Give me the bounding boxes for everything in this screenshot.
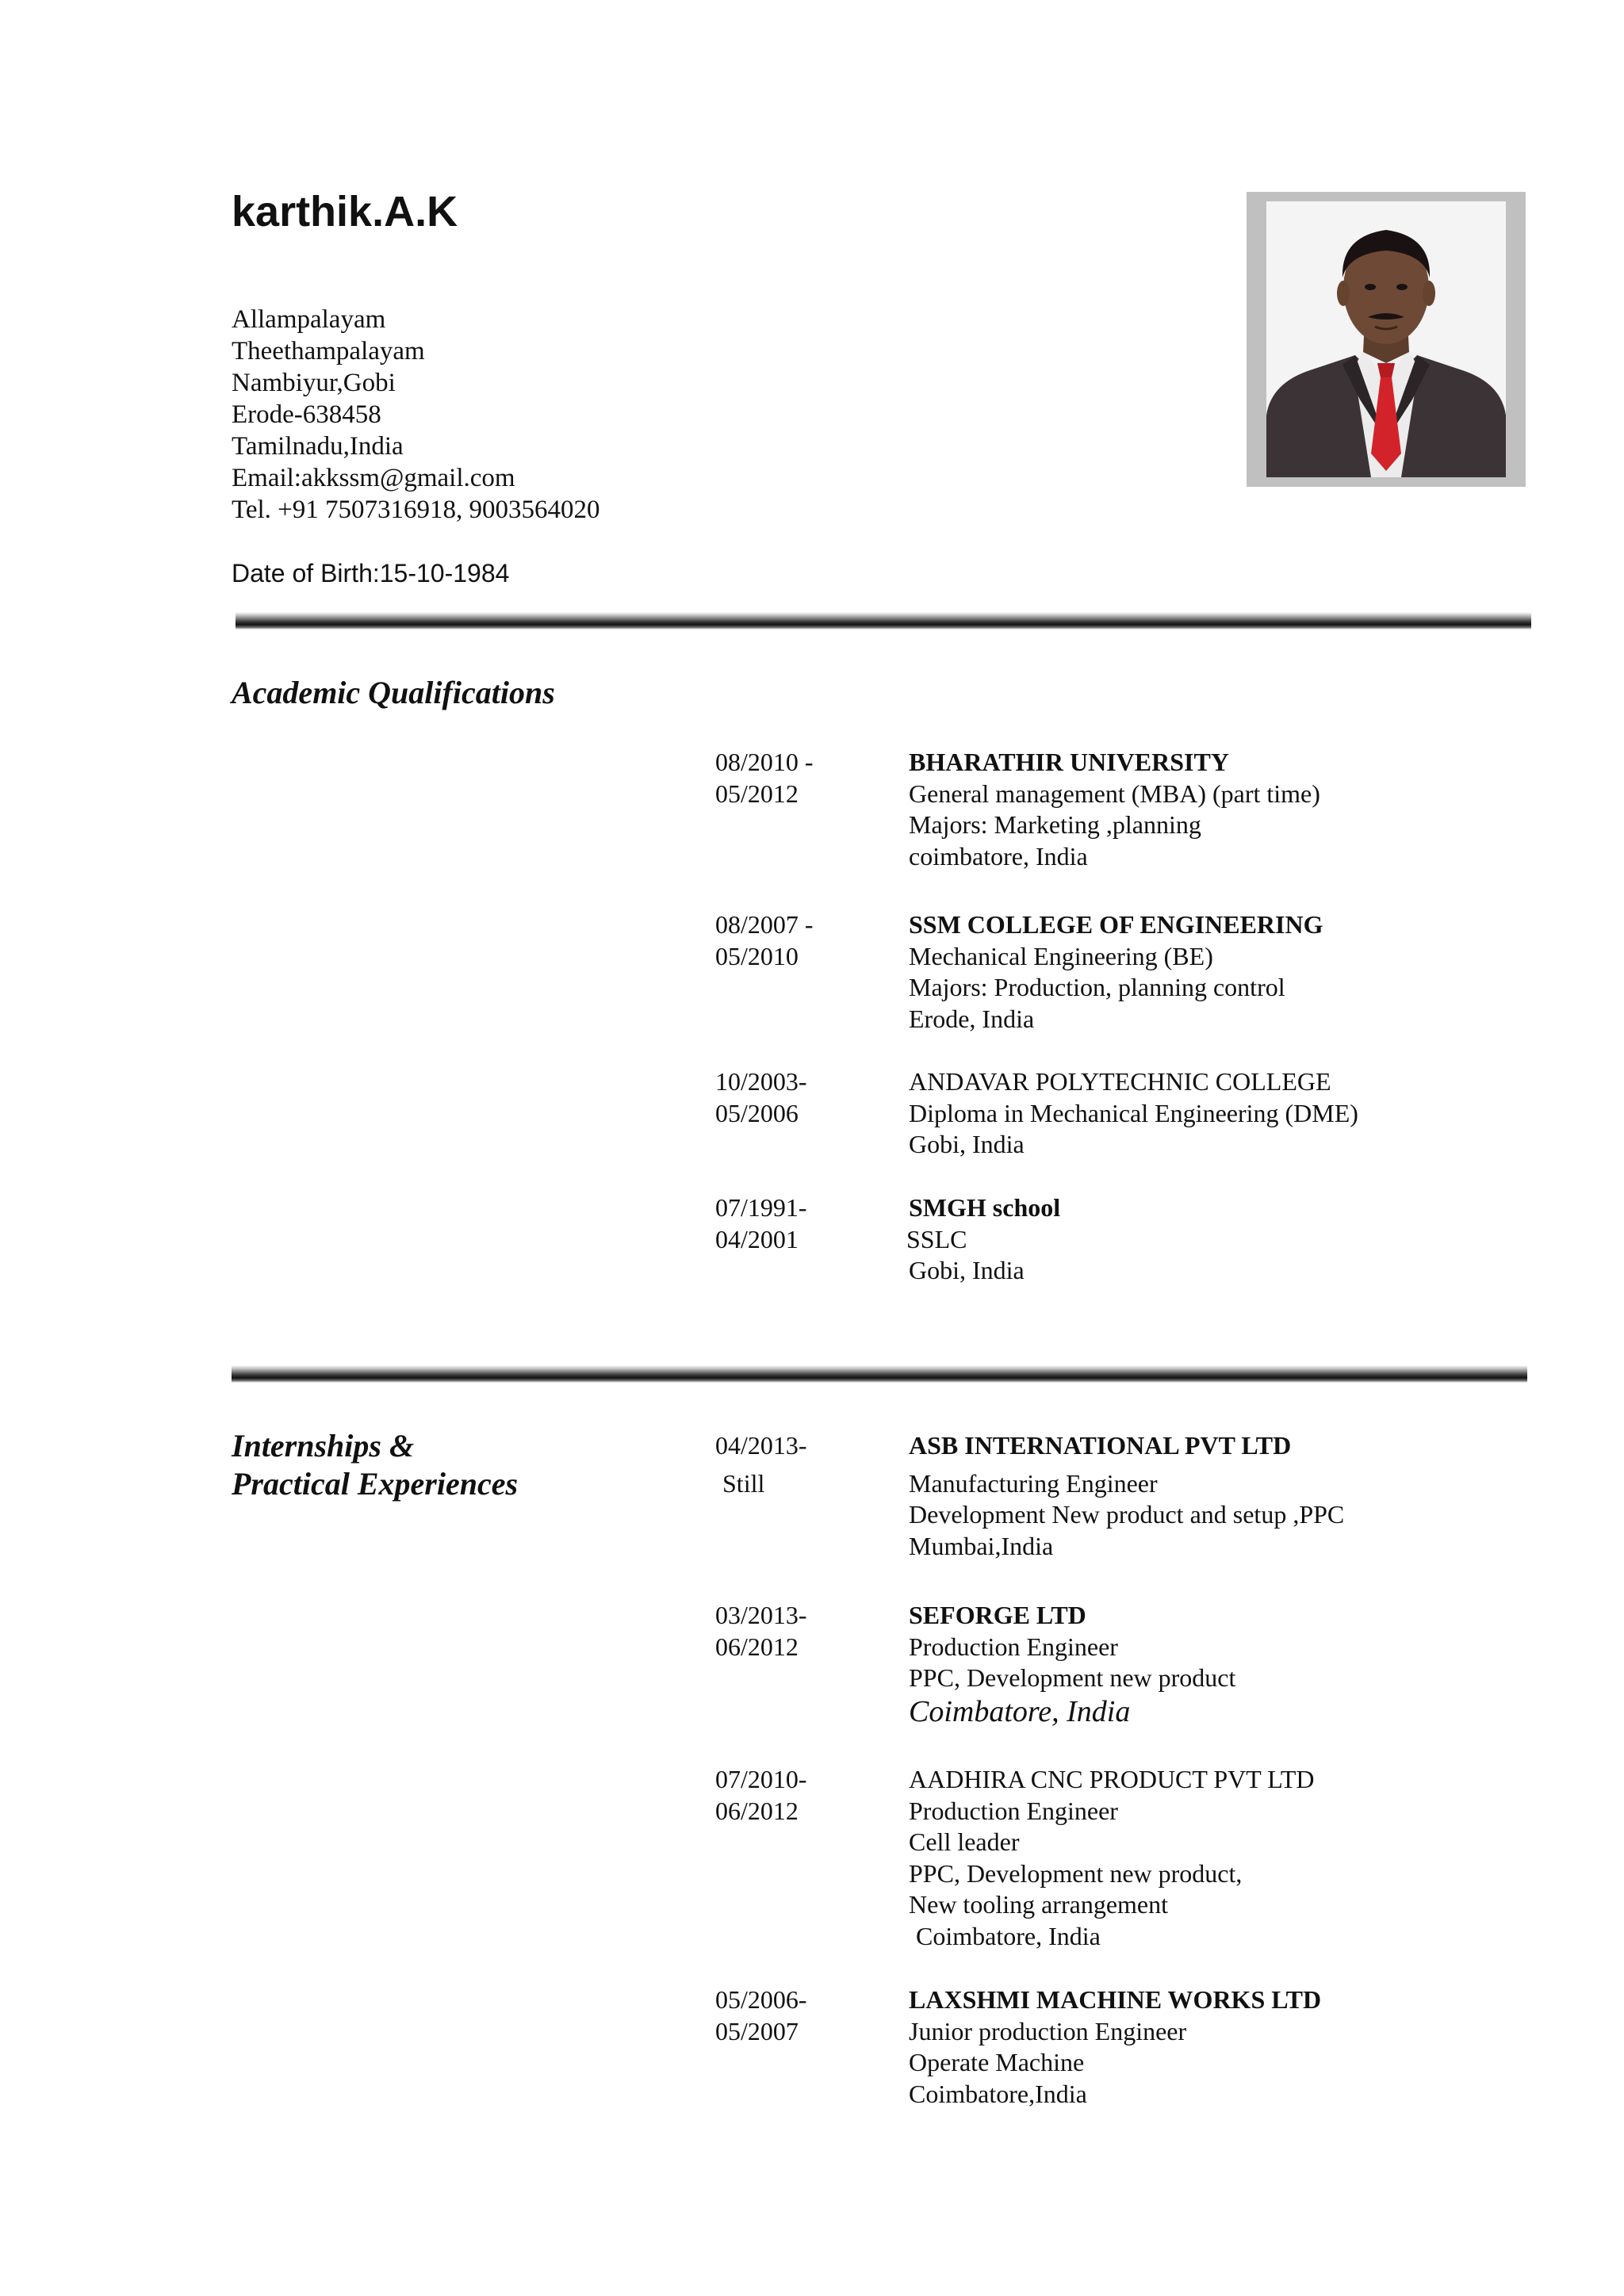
academic-section-title: Academic Qualifications xyxy=(232,675,555,710)
entry-details xyxy=(909,909,1527,1035)
date-start: 10/2003- xyxy=(715,1067,807,1096)
date-start: 04/2013- xyxy=(715,1431,807,1460)
detail-line: Gobi, India xyxy=(909,1256,1025,1284)
address-line: Theethampalayam xyxy=(232,337,425,365)
entry-details xyxy=(909,1066,1527,1161)
institution-name: SSM COLLEGE OF ENGINEERING xyxy=(909,910,1323,939)
detail-line: Coimbatore, India xyxy=(916,1921,1101,1950)
detail-line: New tooling arrangement xyxy=(909,1890,1168,1919)
date-start: 08/2010 - xyxy=(715,748,814,776)
entry-dates xyxy=(715,747,874,809)
detail-line: Production Engineer xyxy=(909,1796,1118,1825)
date-end: 05/2007 xyxy=(715,2016,799,2045)
address-line: Allampalayam xyxy=(232,305,386,334)
entry-dates xyxy=(715,1764,874,1827)
detail-line: Majors: Production, planning control xyxy=(909,973,1285,1001)
address-line: Nambiyur,Gobi xyxy=(232,369,396,397)
entry-details xyxy=(909,747,1527,872)
detail-line: Diploma in Mechanical Engineering (DME) xyxy=(909,1098,1358,1127)
detail-line: SSLC xyxy=(906,1224,967,1253)
profile-photo xyxy=(1266,201,1506,477)
detail-line: Operate Machine xyxy=(909,2048,1085,2076)
experience-section-title xyxy=(232,1427,518,1503)
detail-line: Manufacturing Engineer xyxy=(909,1468,1158,1498)
detail-line: Mumbai,India xyxy=(909,1531,1054,1560)
experience-title-line: Practical Experiences xyxy=(232,1466,519,1502)
entry-details xyxy=(909,1430,1527,1562)
detail-line: Gobi, India xyxy=(909,1130,1025,1158)
entry-dates xyxy=(715,1066,874,1129)
detail-line: Majors: Marketing ,planning xyxy=(909,810,1201,839)
date-start: 05/2006- xyxy=(715,1985,807,2014)
detail-line: Coimbatore, India xyxy=(909,1694,1131,1728)
email-line: Email:akkssm@gmail.com xyxy=(232,464,515,492)
date-end: 04/2001 xyxy=(715,1224,799,1253)
institution-name: ANDAVAR POLYTECHNIC COLLEGE xyxy=(909,1067,1331,1096)
entry-dates xyxy=(715,1430,874,1499)
company-name: LAXSHMI MACHINE WORKS LTD xyxy=(909,1985,1322,2014)
experience-title-line: Internships & xyxy=(232,1428,415,1464)
date-end: 06/2012 xyxy=(715,1632,799,1661)
detail-line: coimbatore, India xyxy=(909,841,1088,871)
date-end: 05/2010 xyxy=(715,941,799,970)
detail-line: Mechanical Engineering (BE) xyxy=(909,941,1213,970)
date-start: 07/2010- xyxy=(715,1765,807,1793)
profile-photo-frame xyxy=(1247,192,1526,487)
date-start: 07/1991- xyxy=(715,1193,807,1222)
date-start: 08/2007 - xyxy=(715,910,814,939)
contact-address xyxy=(232,304,600,526)
detail-line: PPC, Development new product xyxy=(909,1663,1236,1692)
company-name: SEFORGE LTD xyxy=(909,1601,1086,1629)
date-of-birth: Date of Birth:15-10-1984 xyxy=(232,559,510,587)
candidate-name: karthik.A.K xyxy=(232,188,458,235)
company-name: ASB INTERNATIONAL PVT LTD xyxy=(909,1431,1292,1460)
entry-dates xyxy=(715,1192,874,1255)
detail-line: Coimbatore,India xyxy=(909,2079,1087,2108)
detail-line: Junior production Engineer xyxy=(909,2016,1187,2045)
entry-dates xyxy=(715,909,874,972)
detail-line: Erode, India xyxy=(909,1004,1035,1033)
detail-line: General management (MBA) (part time) xyxy=(909,779,1320,808)
date-end: 05/2006 xyxy=(715,1098,799,1127)
institution-name: SMGH school xyxy=(909,1193,1061,1222)
phone-line: Tel. +91 7507316918, 9003564020 xyxy=(232,496,600,524)
portrait-illustration xyxy=(1266,201,1506,477)
date-end: 06/2012 xyxy=(715,1796,799,1825)
date-end: 05/2012 xyxy=(715,779,799,808)
date-start: 03/2013- xyxy=(715,1601,807,1629)
company-name: AADHIRA CNC PRODUCT PVT LTD xyxy=(909,1765,1315,1793)
entry-details xyxy=(909,1984,1527,2110)
entry-details xyxy=(909,1600,1527,1729)
entry-details xyxy=(909,1764,1527,1952)
detail-line: Cell leader xyxy=(909,1827,1020,1856)
address-line: Erode-638458 xyxy=(232,400,381,429)
detail-line: Development New product and setup ,PPC xyxy=(909,1500,1345,1529)
detail-line: Production Engineer xyxy=(909,1632,1118,1661)
section-divider xyxy=(236,612,1531,629)
entry-dates xyxy=(715,1984,874,2047)
date-end: Still xyxy=(722,1468,765,1498)
entry-dates xyxy=(715,1600,874,1663)
detail-line: PPC, Development new product, xyxy=(909,1858,1243,1888)
institution-name: BHARATHIR UNIVERSITY xyxy=(909,748,1229,776)
section-divider xyxy=(232,1365,1527,1383)
address-line: Tamilnadu,India xyxy=(232,432,404,461)
entry-details xyxy=(906,1192,1527,1287)
